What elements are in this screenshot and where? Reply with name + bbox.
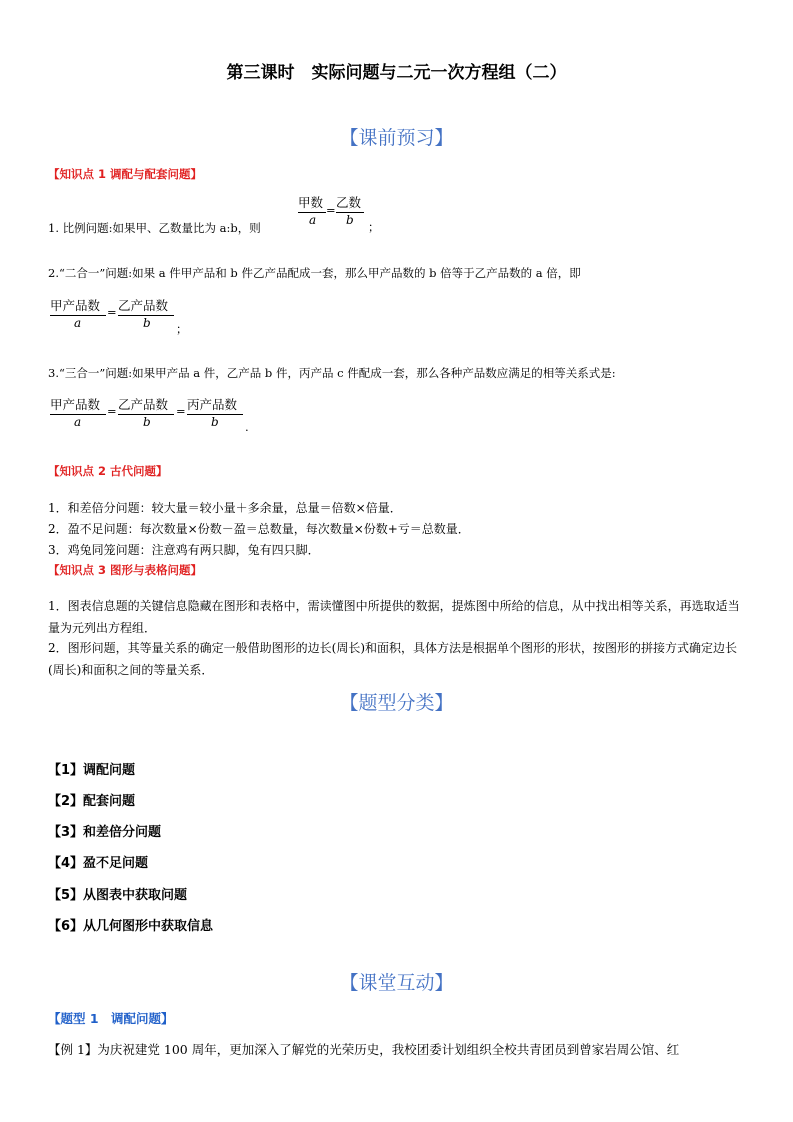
fraction-numerator: 甲数 [298,195,324,210]
knowledge-point-2-tag: 【知识点 2 古代问题】 [48,464,168,478]
fraction-numerator: 乙产品数 [118,298,169,313]
category-item: 【4】盈不足问题 [48,856,149,871]
semicolon: ； [176,322,188,336]
kp2-item-3: 3．鸡兔同笼问题：注意鸡有两只脚，兔有四只脚． [48,543,320,557]
fraction-numerator: 乙产品数 [118,397,169,412]
fraction-denominator: a [74,415,82,429]
topic-1-tag: 【题型 1 调配问题】 [48,1011,174,1026]
fraction-denominator: a [74,316,82,330]
kp1-item-3: 3.“三合一”问题:如果甲产品 a 件，乙产品 b 件，丙产品 c 件配成一套，那么各种产品数应满足的相等关系式是: [48,366,616,380]
fraction-denominator: b [346,213,354,227]
category-item: 【5】从图表中获取问题 [48,888,188,903]
category-item: 【3】和差倍分问题 [48,825,162,840]
kp3-item-1: 1．图表信息题的关键信息隐藏在图形和表格中，需读懂图中所提供的数据，提炼图中所给的信息，从中找出相等关系，再选取适当量为元列出方程组． [48,599,740,635]
section-heading-interaction: 【课堂互动】 [339,972,454,994]
kp2-item-1: 1．和差倍分问题：较大量＝较小量＋多余量，总量＝倍数×倍量． [48,501,402,515]
kp3-item-2: 2．图形问题，其等量关系的确定一般借助图形的边长(周长)和面积，具体方法是根据单个图形的形状，按图形的拼接方式确定边长(周长)和面积之间的等量关系． [48,641,738,677]
equals-sign: = [326,203,336,217]
fraction-numerator: 甲产品数 [50,298,101,313]
equals-sign: = [107,404,117,418]
fraction-denominator: b [211,415,219,429]
fraction-denominator: b [143,415,151,429]
page-title: 第三课时 实际问题与二元一次方程组（二） [226,63,567,83]
fraction-numerator: 丙产品数 [187,397,238,412]
category-item: 【6】从几何图形中获取信息 [48,919,214,934]
section-heading-preview: 【课前预习】 [339,127,454,149]
kp2-item-2: 2．盈不足问题：每次数量×份数－盈＝总数量，每次数量×份数+亏＝总数量． [48,522,470,536]
category-item: 【1】调配问题 [48,763,136,778]
equals-sign: = [107,305,117,319]
semicolon: ； [368,220,380,234]
kp1-item-1: 1. 比例问题:如果甲、乙数量比为 a:b，则 [48,221,261,235]
equals-sign: = [176,404,186,418]
example-1-text: 【例 1】为庆祝建党 100 周年，更加深入了解党的光荣历史，我校团委计划组织全校共青团员到曾家岩周公馆、红 [48,1042,680,1057]
category-item: 【2】配套问题 [48,794,136,809]
fraction-denominator: b [143,316,151,330]
fraction-denominator: a [309,213,317,227]
knowledge-point-1-tag: 【知识点 1 调配与配套问题】 [48,167,203,181]
period: . [245,420,249,434]
kp1-item-2: 2.“二合一”问题:如果 a 件甲产品和 b 件乙产品配成一套，那么甲产品数的 b 倍等于乙产品数的 a 倍，即 [48,266,581,280]
fraction-numerator: 甲产品数 [50,397,101,412]
section-heading-types: 【题型分类】 [339,692,454,714]
fraction-numerator: 乙数 [336,195,362,210]
knowledge-point-3-tag: 【知识点 3 图形与表格问题】 [48,563,203,577]
